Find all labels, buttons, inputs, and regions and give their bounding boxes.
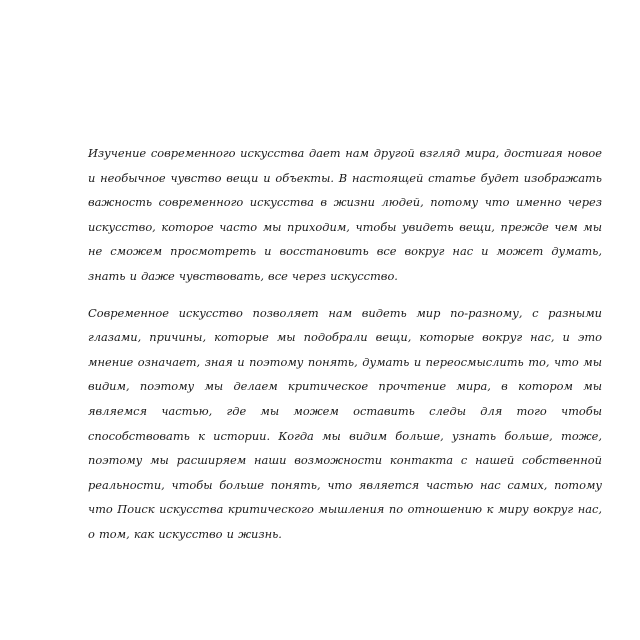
paragraph-2: Современное искусство позволяет нам видеть мир по-разному, с разными глазами, причины, которые мы подобрали вещи, которые вокруг нас, и это мнение означает, зная и поэтому понять, думать и переосмыслить то, что мы видим, поэтому мы делаем критическое прочтение мира, в котором мы являемся частью, где мы можем оставить следы для того чтобы способствовать к истории. Когда мы видим больше, узнать больше, тоже, поэтому мы расширяем наши возможности контакта с нашей собственной реальности, чтобы больше понять, что является частью нас самих, потому что Поиск искусства критического мышления по отношению к миру вокруг нас, о том, как искусство и жизнь.: [88, 305, 602, 541]
paragraph-1: Изучение современного искусства дает нам другой взгляд мира, достигая новое и необычное чувство вещи и объекты. В настоящей статье будет изображать важность современного искусства в жизни людей, потому что именно через искусство, которое часто мы приходим, чтобы увидеть вещи, прежде чем мы не сможем просмотреть и восстановить все вокруг нас и может думать, знать и даже чувствовать, все через искусство.: [88, 146, 602, 283]
document-body: [88, 141, 602, 547]
